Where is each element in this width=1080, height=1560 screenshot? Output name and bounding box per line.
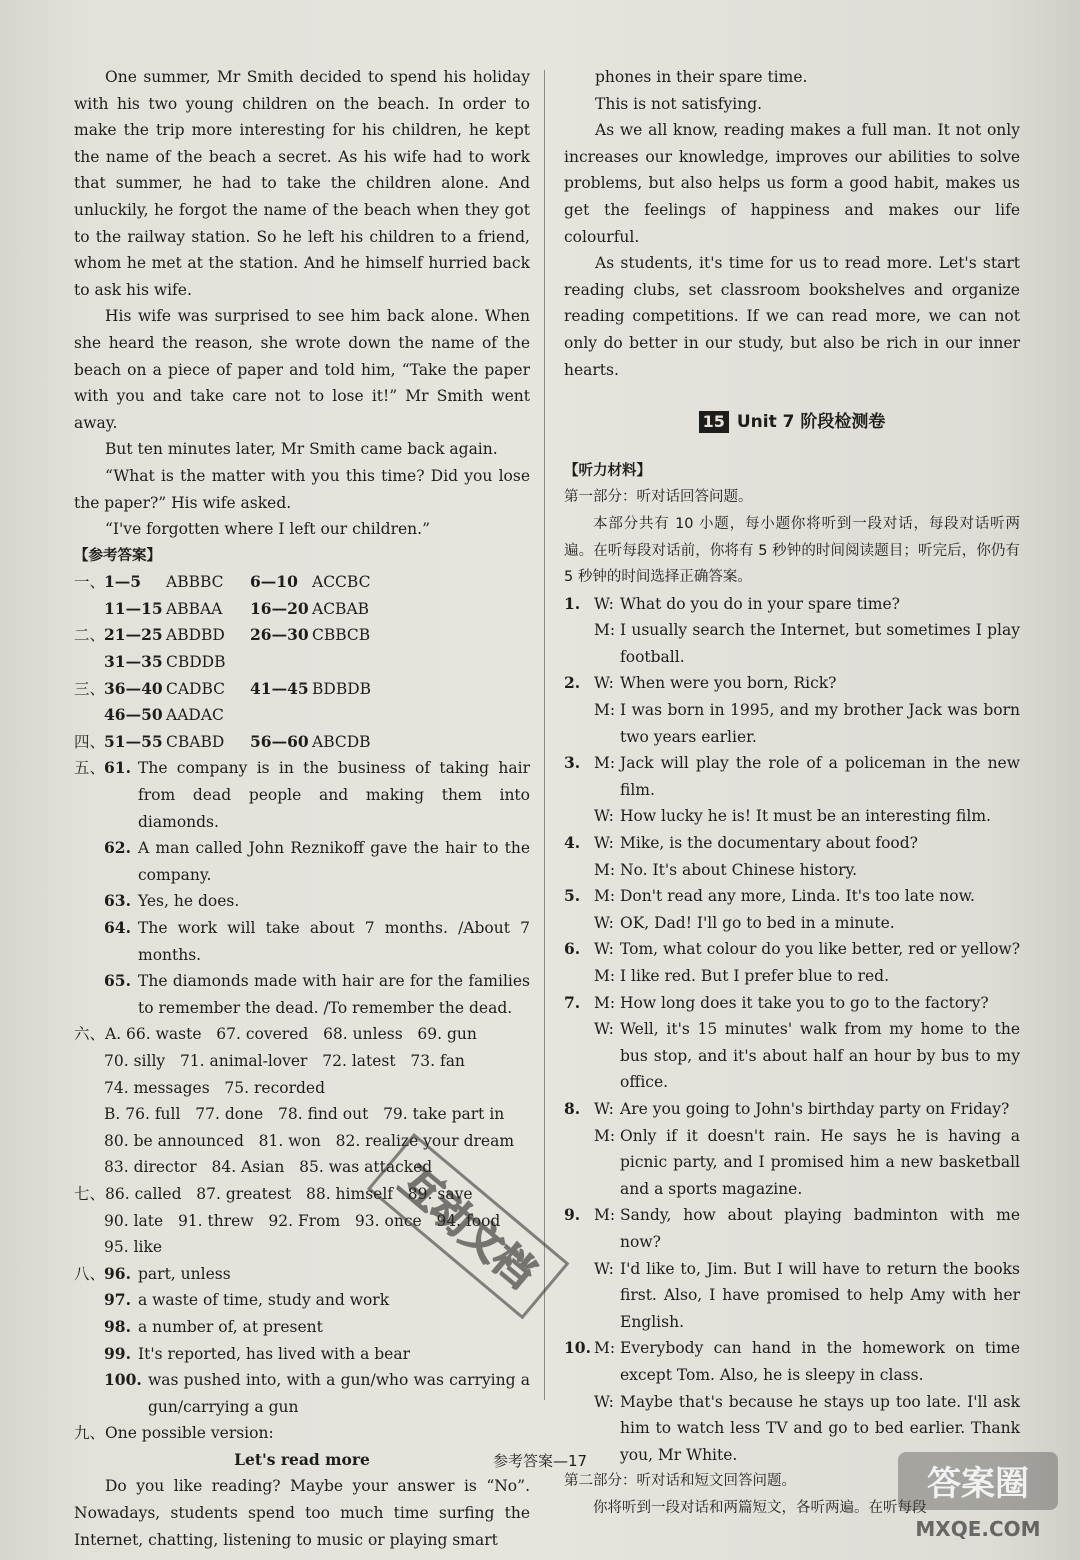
answer-range: 11—15 (104, 598, 163, 618)
unit-title: Unit 7 阶段检测卷 (736, 412, 886, 433)
unit-number-badge: 15 (699, 411, 729, 433)
speaker-label: W: (594, 594, 614, 613)
answer-line: 80. be announced 81. won 82. realize your dream (104, 1131, 515, 1150)
dialogue-line (564, 963, 1020, 990)
section-qi (74, 1181, 530, 1261)
speaker-label: M: (594, 701, 616, 720)
question-number: 64. (104, 918, 131, 937)
question-number: 99. (104, 1343, 131, 1363)
dialogue-line (564, 1335, 1020, 1388)
dialogue-text: What do you do in your spare time? (620, 594, 900, 613)
section-label (74, 1367, 104, 1420)
dialogue-text: Tom, what colour do you like better, red or yellow? (620, 940, 1021, 959)
section-label (74, 888, 104, 915)
answer-text: The diamonds made with hair are for the families to remember the dead. /To remember the dead. (138, 972, 530, 1017)
answer-text: a waste of time, study and work (138, 1291, 390, 1310)
essay-paragraph-4: As students, it's time for us to read more. Let's start reading clubs, set classroom bookshelves and organize reading competitions. If we can read more, we can not only do better in our study, but also be rich in our inner hearts. (564, 254, 1020, 379)
numbered-answer (74, 1314, 530, 1341)
answer-line: 六、A. 66. waste 67. covered 68. unless 69. gun (74, 1025, 477, 1044)
answer-text: was pushed into, with a gun/who was carrying a gun/carrying a gun (148, 1371, 530, 1416)
answer-row (74, 649, 530, 676)
speaker-label: M: (594, 1206, 616, 1225)
section-label (74, 1314, 104, 1341)
dialogue-line (564, 910, 1020, 937)
speaker-label: M: (594, 1339, 616, 1358)
answer-range: 6—10 (250, 572, 298, 592)
numbered-answer (74, 888, 530, 915)
answers-heading: 【参考答案】 (74, 547, 161, 564)
dialogue-text: Everybody can hand in the homework on time except Tom. Also, he is sleepy in class. (620, 1339, 1020, 1384)
speaker-label: W: (594, 940, 614, 959)
mc-answers (74, 569, 530, 755)
watermark-text: 互动文档 (390, 1158, 543, 1297)
answer-row (74, 676, 530, 703)
numbered-answer (74, 835, 530, 888)
answer-line: 90. late 91. threw 92. From 93. once 94. food (104, 1211, 501, 1230)
answer-letters: ABBAA (166, 599, 223, 618)
dialogue-line (564, 1096, 1020, 1123)
answer-text: The work will take about 7 months. /About 7 months. (138, 919, 530, 964)
dialogue-line (564, 857, 1020, 884)
answer-letters: BDBDB (312, 679, 372, 698)
right-column (564, 64, 1020, 1521)
essay-paragraph-1: Do you like reading? Maybe your answer is “No”. Nowadays, students spend too much time surfing the Internet, chatting, listening to music or playing smart (74, 1477, 530, 1549)
answer-range: 16—20 (250, 598, 309, 618)
answer-range: 51—55 (104, 731, 163, 751)
dialogue-number: 7. (564, 992, 581, 1012)
dialogue-text: How long does it take you to go to the factory? (620, 993, 989, 1012)
numbered-answer (74, 755, 530, 835)
question-number: 63. (104, 891, 131, 911)
unit-heading (564, 409, 1020, 436)
essay-paragraph-2: This is not satisfying. (595, 94, 763, 113)
section-label: 五、 (74, 759, 106, 778)
answer-letters: CBBCB (312, 626, 371, 645)
dialogue-number (564, 963, 594, 990)
answer-line: 70. silly 71. animal-lover 72. latest 73. fan (104, 1051, 465, 1070)
dialogue-number: 4. (564, 833, 581, 853)
logo-url: MXQE.COM (915, 1517, 1041, 1541)
dialogue-text: No. It's about Chinese history. (620, 860, 858, 879)
speaker-label: W: (594, 1099, 614, 1118)
section-liu (74, 1021, 530, 1181)
listening-heading: 【听力材料】 (564, 462, 651, 479)
part1-title: 第一部分：听对话回答问题。 (564, 489, 753, 506)
speaker-label: W: (594, 1259, 614, 1278)
answer-letters: ABBBC (166, 573, 224, 592)
dialogue-line (564, 1202, 1020, 1255)
section-label (74, 1287, 104, 1314)
part2-title: 第二部分：听对话和短文回答问题。 (564, 1473, 796, 1490)
answer-section-label: 三、 (74, 679, 106, 698)
section-label: 八、 (74, 1264, 106, 1283)
answer-section-label: 四、 (74, 732, 106, 751)
dialogue-line (564, 750, 1020, 803)
answer-letters: CBABD (166, 732, 225, 751)
dialogue-text: Maybe that's because he stays up too late. I'll ask him to watch less TV and go to bed earlier. Thank you, Mr White. (620, 1392, 1020, 1464)
answer-range: 1—5 (104, 572, 142, 592)
section-label (74, 835, 104, 888)
dialogue-list (564, 591, 1020, 1469)
speaker-label: W: (594, 913, 614, 932)
logo-text: 答案圈 (927, 1464, 1029, 1504)
question-number: 96. (104, 1263, 131, 1283)
dialogue-line (564, 936, 1020, 963)
answer-line: 74. messages 75. recorded (104, 1078, 326, 1097)
dialogue-number: 3. (564, 753, 581, 773)
story-paragraph-4: “What is the matter with you this time? Did you lose the paper?” His wife asked. (74, 466, 530, 512)
answer-letters: ACCBC (312, 573, 371, 592)
answer-line: 七、86. called 87. greatest 88. himself 89. save (74, 1184, 473, 1203)
answer-letters: ACBAB (312, 599, 370, 618)
answer-letters: AADAC (166, 706, 224, 725)
speaker-label: M: (594, 967, 616, 985)
dialogue-number (564, 697, 594, 750)
dialogue-text: I'd like to, Jim. But I will have to return the books first. Also, I have promised to help Amy with her English. (620, 1259, 1020, 1331)
section-jiu: 九、One possible version: (74, 1424, 274, 1443)
dialogue-line (564, 883, 1020, 910)
numbered-answer (74, 1367, 530, 1420)
dialogue-number (564, 857, 594, 884)
answer-range: 36—40 (104, 678, 163, 698)
answer-range: 26—30 (250, 625, 309, 645)
answer-section-label: 一、 (74, 573, 106, 592)
question-number: 97. (104, 1290, 131, 1310)
section-label (74, 1341, 104, 1368)
answer-range: 56—60 (250, 731, 309, 751)
dialogue-number (564, 617, 594, 670)
answer-range: 41—45 (250, 678, 309, 698)
dialogue-number: 9. (564, 1205, 581, 1225)
story-paragraph-2: His wife was surprised to see him back alone. When she heard the reason, she wrote down the name of the beach on a piece of paper and told him, “Take the paper with you and take care not to lose it!” Mr Smith went away. (74, 307, 530, 432)
dialogue-number: 2. (564, 673, 581, 693)
speaker-label: M: (594, 887, 616, 906)
answer-text: a number of, at present (138, 1317, 323, 1336)
dialogue-line (564, 1123, 1020, 1203)
speaker-label: M: (594, 1126, 616, 1145)
dialogue-number: 8. (564, 1098, 581, 1118)
story-paragraph-3: But ten minutes later, Mr Smith came back again. (105, 440, 498, 459)
dialogue-text: When were you born, Rick? (620, 674, 837, 693)
dialogue-text: I was born in 1995, and my brother Jack was born two years earlier. (620, 701, 1020, 746)
section-ba (74, 1261, 530, 1421)
dialogue-line (564, 617, 1020, 670)
speaker-label: W: (594, 1020, 614, 1039)
answer-text: It's reported, has lived with a bear (138, 1344, 410, 1363)
question-number: 65. (104, 971, 131, 991)
dialogue-text: Mike, is the documentary about food? (620, 834, 918, 853)
answer-line: 95. like (104, 1238, 163, 1257)
dialogue-number (564, 1016, 594, 1096)
speaker-label: M: (594, 621, 616, 640)
story-paragraph-5: “I've forgotten where I left our children.” (105, 520, 431, 539)
dialogue-number (564, 910, 594, 937)
dialogue-line (564, 1256, 1020, 1336)
numbered-answer (74, 1287, 530, 1314)
answer-row (74, 622, 530, 649)
dialogue-line (564, 830, 1020, 857)
part1-intro: 本部分共有 10 小题，每小题你将听到一段对话，每段对话听两遍。在听每段对话前，你将有 5 秒钟的时间阅读题目；听完后，你仍有 5 秒钟的时间选择正确答案。 (564, 515, 1020, 586)
answer-row (74, 569, 530, 596)
essay-paragraph-3: As we all know, reading makes a full man. It not only increases our knowledge, improves our abilities to solve problems, but also helps us form a good habit, makes us get the feelings of happiness and makes our life colourful. (564, 121, 1020, 246)
essay-title: Let's read more (234, 1449, 370, 1469)
answer-letters: CADBC (166, 679, 226, 698)
numbered-answer (74, 915, 530, 968)
numbered-answer (74, 1341, 530, 1368)
dialogue-text: Don't read any more, Linda. It's too late now. (620, 887, 975, 906)
speaker-label: W: (594, 834, 614, 853)
speaker-label: M: (594, 993, 616, 1012)
answer-section-label: 二、 (74, 626, 106, 645)
dialogue-number: 6. (564, 939, 581, 959)
question-number: 98. (104, 1316, 131, 1336)
section-label (74, 915, 104, 968)
dialogue-number (564, 803, 594, 830)
dialogue-line (564, 803, 1020, 830)
answer-text: part, unless (138, 1264, 231, 1283)
story-paragraph-1: One summer, Mr Smith decided to spend his holiday with his two young children on the beach. In order to make the trip more interesting for his children, he kept the name of the beach a secret. As his wife had to work that summer, he had to take the children alone. And unluckily, he forgot the name of the beach when they got to the railway station. So he left his children to a friend, whom he met at the station. And he himself hurried back to ask his wife. (74, 68, 530, 299)
dialogue-text: Are you going to John's birthday party on Friday? (620, 1099, 1010, 1118)
dialogue-number: 1. (564, 593, 581, 613)
page-footer: 参考答案—17 (492, 1452, 588, 1470)
dialogue-text: I usually search the Internet, but sometimes I play football. (620, 621, 1020, 666)
numbered-answer (74, 968, 530, 1021)
dialogue-number: 10. (564, 1338, 591, 1358)
answer-row (74, 596, 530, 623)
answer-range: 31—35 (104, 652, 163, 672)
dialogue-line (564, 670, 1020, 697)
answer-letters: ABCDB (312, 732, 371, 751)
dialogue-line (564, 990, 1020, 1017)
dialogue-text: I like red. But I prefer blue to red. (620, 967, 890, 985)
answer-letters: ABDBD (166, 626, 225, 645)
speaker-label: W: (594, 807, 614, 826)
answer-letters: CBDDB (166, 653, 226, 672)
dialogue-number (564, 1123, 594, 1203)
speaker-label: W: (594, 1392, 614, 1411)
numbered-answer (74, 1261, 530, 1288)
dialogue-text: Sandy, how about playing badminton with me now? (620, 1206, 1020, 1251)
dialogue-number (564, 1256, 594, 1336)
answer-range: 21—25 (104, 625, 163, 645)
section-label (74, 968, 104, 1021)
dialogue-text: Well, it's 15 minutes' walk from my home to the bus stop, and it's about half an hour by bus to my office. (620, 1020, 1020, 1092)
answer-line: 83. director 84. Asian 85. was attacked (104, 1158, 433, 1177)
dialogue-text: Only if it doesn't rain. He says he is having a picnic party, and I promised him a new basketball and a sports magazine. (620, 1126, 1020, 1198)
speaker-label: W: (594, 674, 614, 693)
dialogue-text: How lucky he is! It must be an interesting film. (620, 807, 991, 826)
answer-text: Yes, he does. (138, 892, 240, 911)
answer-text: A man called John Reznikoff gave the hair to the company. (138, 839, 530, 884)
answer-line: B. 76. full 77. done 78. find out 79. take part in (104, 1105, 505, 1124)
column-divider (544, 70, 545, 1400)
dialogue-line (564, 1016, 1020, 1096)
dialogue-line (564, 697, 1020, 750)
section-wu (74, 755, 530, 1021)
speaker-label: M: (594, 754, 616, 773)
dialogue-number: 5. (564, 886, 581, 906)
dialogue-text: Jack will play the role of a policeman in the new film. (620, 754, 1020, 799)
answer-row (74, 729, 530, 756)
answer-row (74, 702, 530, 729)
speaker-label: M: (594, 860, 616, 879)
question-number: 61. (104, 758, 131, 778)
essay-continuation: phones in their spare time. (595, 68, 808, 86)
question-number: 100. (104, 1370, 142, 1390)
dialogue-line (564, 591, 1020, 618)
question-number: 62. (104, 838, 131, 858)
left-column (74, 64, 530, 1553)
answer-range: 46—50 (104, 705, 163, 725)
dialogue-text: OK, Dad! I'll go to bed in a minute. (620, 913, 895, 932)
answer-text: The company is in the business of taking hair from dead people and making them into diamonds. (138, 759, 530, 831)
part2-intro: 你将听到一段对话和两篇短文，各听两遍。在听每段 (593, 1499, 927, 1516)
